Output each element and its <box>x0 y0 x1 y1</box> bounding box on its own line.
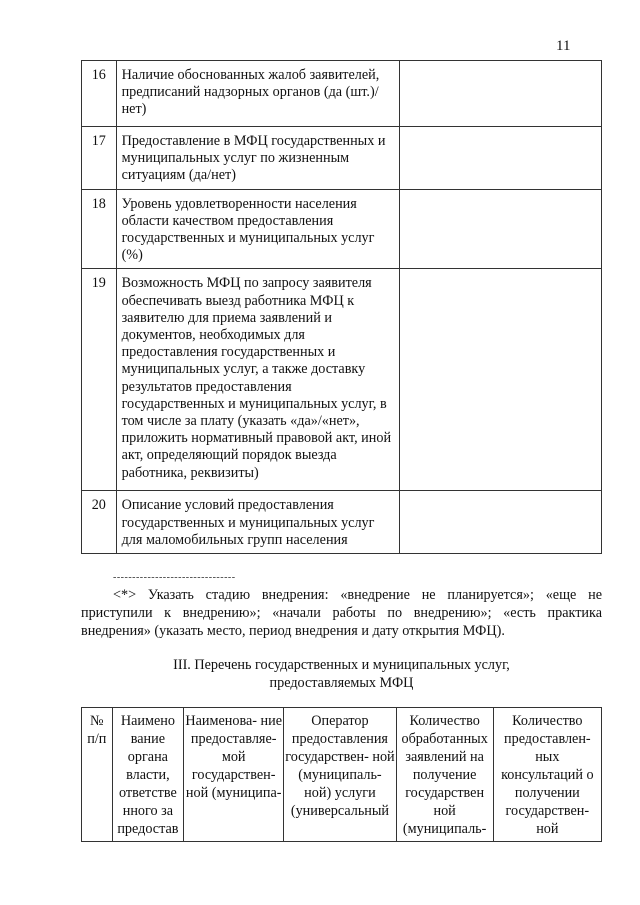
row-number: 17 <box>82 127 117 190</box>
services-table <box>81 707 602 842</box>
row-value-cell <box>399 491 601 554</box>
table-row <box>82 61 602 127</box>
table-row <box>82 491 602 554</box>
column-header: Количество предоставлен- ных консультаций о получении государствен- ной <box>493 708 601 842</box>
column-header: Наимено вание органа власти, ответстве нного за предостав <box>112 708 184 842</box>
row-value-cell <box>399 127 601 190</box>
page-number: 11 <box>556 38 571 54</box>
table-row <box>82 189 602 269</box>
row-description: Наличие обоснованных жалоб заявителей, предписаний надзорных органов (да (шт.)/нет) <box>116 61 399 127</box>
row-number: 19 <box>82 269 117 491</box>
row-number: 16 <box>82 61 117 127</box>
section-heading-line: III. Перечень государственных и муниципальных услуг, <box>173 657 510 673</box>
row-number: 18 <box>82 189 117 269</box>
column-header: Оператор предоставления государствен- ной (муниципаль- ной) услуги (универсальный <box>284 708 396 842</box>
indicators-table <box>81 60 602 554</box>
row-description: Уровень удовлетворенности населения области качеством предоставления государственных и муниципальных услуг (%) <box>116 189 399 269</box>
row-value-cell <box>399 61 601 127</box>
footnote: <*> Указать стадию внедрения: «внедрение не планируется»; «еще не приступили к внедрению»; «начали работы по внедрению»; «есть практика внедрения» (указать место, период внедрения и дату открытия МФЦ). <box>81 587 602 639</box>
row-value-cell <box>399 269 601 491</box>
column-header: № п/п <box>82 708 113 842</box>
row-value-cell <box>399 189 601 269</box>
column-header: Количество обработанных заявлений на получение государствен ной (муниципаль- <box>396 708 493 842</box>
table-row <box>82 269 602 491</box>
row-description: Возможность МФЦ по запросу заявителя обеспечивать выезд работника МФЦ к заявителю для приема заявлений и документов, необходимых для предоставления государственных и муниципальных услуг, а также доставку результатов предоставления государственных и муниципальных услуг, в том числе за плату (указать «да»/«нет», приложить нормативный правовой акт, иной акт, определяющий порядок выезда работника, реквизиты) <box>116 269 399 491</box>
row-number: 20 <box>82 491 117 554</box>
row-description: Описание условий предоставления государственных и муниципальных услуг для маломобильных групп населения <box>116 491 399 554</box>
table-row <box>82 127 602 190</box>
table-header-row <box>82 708 602 842</box>
footnote-separator: -------------------------------- <box>113 572 236 583</box>
section-heading <box>81 656 602 692</box>
column-header: Наименова- ние предоставляе- мой государствен- ной (муниципа- <box>184 708 284 842</box>
section-heading-line: предоставляемых МФЦ <box>269 675 414 691</box>
row-description: Предоставление в МФЦ государственных и муниципальных услуг по жизненным ситуациям (да/нет) <box>116 127 399 190</box>
